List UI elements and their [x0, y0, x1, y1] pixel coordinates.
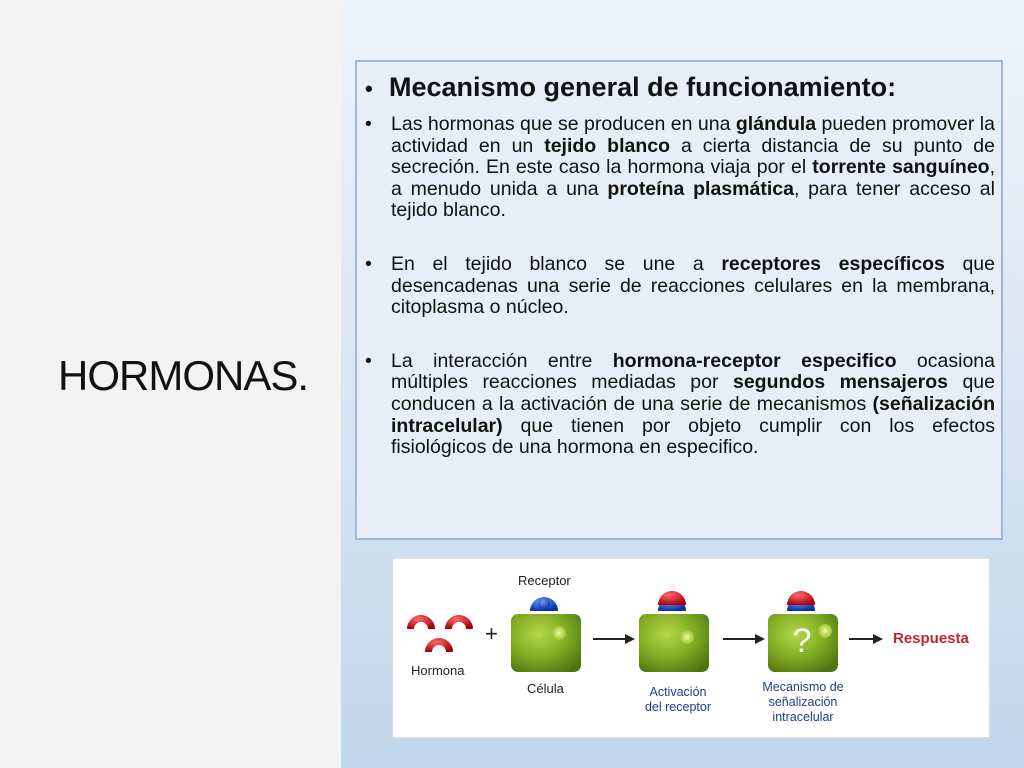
cell-icon [639, 614, 709, 672]
bullet-list [361, 114, 995, 491]
cell-with-receptor [511, 597, 581, 672]
bold-text-segment: torrente sanguíneo [812, 156, 990, 179]
question-mark: ? [792, 622, 812, 660]
content-textbox [355, 60, 1003, 540]
text-segment: La interacción entre [391, 349, 613, 372]
nucleus-icon [680, 630, 694, 644]
activacion-label [633, 685, 723, 715]
mecanismo-line: intracelular [772, 710, 834, 724]
text-segment: que tienen por objeto cumplir con los efectos fisiológicos de una hormona en especifico. [391, 414, 995, 459]
text-segment: pueden promover la actividad en un [391, 113, 995, 157]
arrow-head-icon [873, 634, 883, 644]
paragraph-text [391, 351, 995, 459]
bold-text-segment: (señalización intracelular) [391, 392, 995, 437]
arrow-head-icon [755, 634, 765, 644]
hormone-icon [407, 615, 435, 629]
plus-sign: + [485, 621, 498, 646]
mecanismo-line: señalización [768, 695, 838, 709]
receptor-icon [538, 598, 550, 610]
bold-text-segment: tejido blanco [544, 134, 671, 157]
receptor-label: Receptor [518, 573, 571, 588]
bullet-icon: • [365, 76, 373, 101]
section-heading [361, 72, 991, 103]
hormone-molecules [407, 615, 473, 652]
celula-label: Célula [527, 681, 564, 696]
respuesta-label: Respuesta [893, 630, 969, 647]
text-segment: que desencadenas una serie de reacciones celulares en la membrana, citoplasma o núcleo. [391, 252, 995, 319]
bullet-icon: • [365, 252, 372, 275]
paragraph-text [391, 114, 995, 222]
heading-text: Mecanismo general de funcionamiento: [389, 72, 897, 102]
cell-icon [511, 614, 581, 672]
text-segment: a cierta distancia de su punto de secreción. En este caso la hormona viaja por el [391, 134, 995, 179]
mecanismo-label [753, 680, 853, 725]
bold-text-segment: glándula [735, 113, 817, 135]
bullet-icon: • [365, 113, 372, 135]
hormone-icon [787, 591, 815, 605]
text-segment: , a menudo unida a una [391, 156, 996, 200]
bullet-paragraph [361, 351, 995, 459]
bold-text-segment: segundos mensajeros [732, 371, 948, 394]
bold-text-segment: hormona-receptor especifico [612, 349, 897, 372]
bold-text-segment: proteína plasmática [607, 177, 794, 200]
text-segment: que conducen a la activación de una serie de mecanismos [391, 371, 996, 415]
text-segment: En el tejido blanco se une a [391, 252, 722, 275]
bullet-icon: • [365, 349, 372, 372]
activacion-line: Activación [649, 685, 707, 699]
bullet-paragraph [361, 254, 995, 319]
hormone-mechanism-diagram [392, 558, 990, 738]
slide-title: HORMONAS. [58, 352, 309, 399]
text-segment: Las hormonas que se producen en una [391, 113, 736, 135]
hormone-icon [445, 615, 473, 629]
text-segment: ocasiona múltiples reacciones mediadas por [391, 349, 995, 394]
hormone-icon [658, 591, 686, 605]
cell-activated [639, 591, 709, 672]
hormona-label: Hormona [411, 663, 465, 678]
bold-text-segment: receptores específicos [721, 252, 945, 275]
paragraph-text [391, 254, 995, 319]
flow-arrows [593, 634, 883, 644]
hormone-icon [425, 638, 453, 652]
mecanismo-line: Mecanismo de [762, 680, 844, 694]
activacion-line: del receptor [644, 700, 711, 714]
arrow-head-icon [625, 634, 635, 644]
text-segment: , para tener acceso al tejido blanco. [391, 177, 995, 222]
nucleus-icon [818, 624, 832, 638]
nucleus-icon [552, 626, 566, 640]
bullet-paragraph [361, 114, 995, 222]
